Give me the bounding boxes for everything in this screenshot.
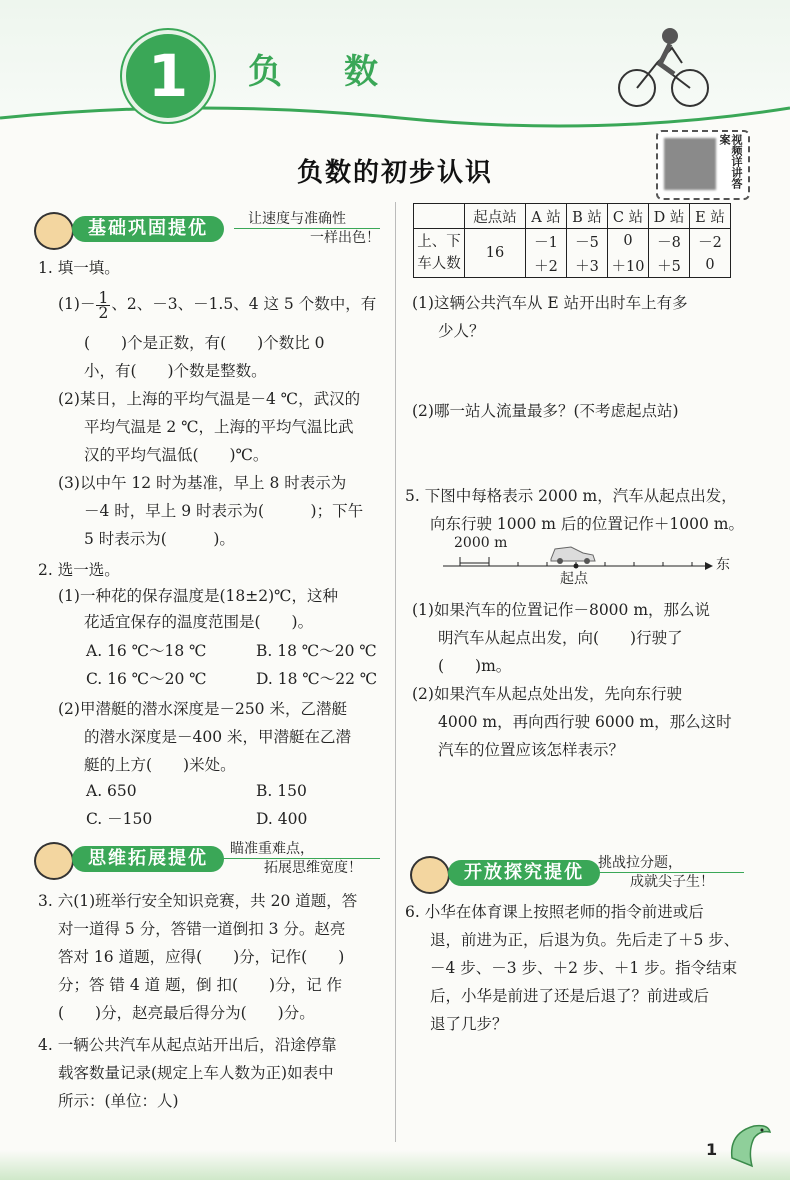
- question-1-title: 1. 填一填。: [38, 259, 120, 277]
- mascot-icon: [410, 856, 450, 894]
- section-slogan: 让速度与准确性: [248, 211, 346, 227]
- question-text: 所示：(单位：人): [58, 1092, 179, 1110]
- table-cell: B 站: [567, 204, 608, 229]
- question-text: (2)某日，上海的平均气温是－4 ℃，武汉的: [58, 390, 361, 408]
- question-text: 退，前进为正，后退为负。先后走了＋5 步、: [430, 931, 740, 949]
- table-row: [414, 229, 731, 254]
- table-cell: 0: [608, 229, 649, 254]
- table-cell: [414, 204, 465, 229]
- section-slogan: 挑战拉分题，: [598, 855, 682, 871]
- question-text: 分；答 错 4 道 题，倒 扣( )分，记 作: [58, 976, 343, 994]
- number-line: [443, 543, 723, 573]
- bus-stop-table: [413, 203, 731, 278]
- divider: [588, 872, 744, 873]
- mascot-icon: [34, 212, 74, 250]
- option-b: B. 18 ℃～20 ℃: [256, 642, 377, 660]
- table-cell: E 站: [690, 204, 731, 229]
- question-text: ( )m。: [438, 657, 512, 675]
- table-cell: ＋5: [649, 253, 690, 278]
- table-cell: ＋2: [526, 253, 567, 278]
- option-a: A. 650: [86, 782, 137, 800]
- option-c: C. 16 ℃～20 ℃: [86, 670, 207, 688]
- divider: [220, 858, 380, 859]
- section-banner-open: [410, 856, 750, 890]
- section-slogan: 拓展思维宽度！: [264, 860, 362, 876]
- question-text: 向东行驶 1000 m 后的位置记作＋1000 m。: [430, 515, 744, 533]
- question-text: (2)哪一站人流量最多？(不考虑起点站): [412, 402, 679, 420]
- qr-label: 视频详讲答案: [718, 134, 743, 189]
- question-text: (2)如果汽车从起点处出发，先向东行驶: [412, 685, 682, 703]
- footer-band: [0, 1150, 790, 1180]
- question-2-title: 2. 选一选。: [38, 561, 120, 579]
- question-text: 退了几步？: [430, 1015, 508, 1033]
- question-text: 对一道得 5 分，答错一道倒扣 3 分。赵亮: [58, 920, 346, 938]
- scale-label: 2000 m: [454, 535, 508, 551]
- table-cell: 起点站: [465, 204, 526, 229]
- table-cell: A 站: [526, 204, 567, 229]
- question-text: (2)甲潜艇的潜水深度是－250 米，乙潜艇: [58, 700, 347, 718]
- option-c: C. －150: [86, 810, 153, 828]
- question-text: 汽车的位置应该怎样表示？: [438, 741, 625, 759]
- table-cell: －8: [649, 229, 690, 254]
- option-a: A. 16 ℃～18 ℃: [86, 642, 207, 660]
- question-text: ( )个是正数，有( )个数比 0: [84, 334, 325, 352]
- table-cell: D 站: [649, 204, 690, 229]
- question-text: 明汽车从起点出发，向( )行驶了: [438, 629, 683, 647]
- question-text: 的潜水深度是－400 米，甲潜艇在乙潜: [84, 728, 352, 746]
- table-cell: －2: [690, 229, 731, 254]
- table-cell: C 站: [608, 204, 649, 229]
- page-number: 1: [706, 1140, 718, 1159]
- question-text: 载客数量记录(规定上车人数为正)如表中: [58, 1064, 334, 1082]
- table-cell: －1: [526, 229, 567, 254]
- question-text: 3. 六(1)班举行安全知识竞赛，共 20 道题，答: [38, 892, 358, 910]
- question-text: 汉的平均气温低( )℃。: [84, 446, 269, 464]
- section-banner-basic: [34, 212, 384, 246]
- question-text: (1)这辆公共汽车从 E 站开出时车上有多: [412, 294, 688, 312]
- question-text: 6. 小华在体育课上按照老师的指令前进或后: [405, 903, 704, 921]
- question-text: (3)以中午 12 时为基准，早上 8 时表示为: [58, 474, 347, 492]
- question-text: 花适宜保存的温度范围是( )。: [84, 613, 314, 631]
- lesson-number: 1: [122, 30, 214, 122]
- question-text: 少人？: [438, 322, 485, 340]
- question-text: (1)如果汽车的位置记作－8000 m，那么说: [412, 601, 711, 619]
- question-text: 后，小华是前进了还是后退了？前进或后: [430, 987, 710, 1005]
- table-cell: 0: [690, 253, 731, 278]
- dolphin-icon: [724, 1118, 774, 1173]
- question-text: 4. 一辆公共汽车从起点站开出后，沿途停靠: [38, 1036, 337, 1054]
- east-label: 东: [716, 557, 730, 573]
- section-title: 开放探究提优: [448, 860, 600, 886]
- chapter-title: 负数: [248, 52, 440, 92]
- question-text: ( )分，赵亮最后得分为( )分。: [58, 1004, 315, 1022]
- question-text: 5. 下图中每格表示 2000 m，汽车从起点出发，: [405, 487, 737, 505]
- column-divider: [395, 202, 396, 1142]
- section-banner-thinking: [34, 842, 384, 876]
- table-row-label: 上、下 车人数: [414, 229, 465, 278]
- question-text: 艇的上方( )米处。: [84, 756, 236, 774]
- page-title: 负数的初步认识: [296, 158, 493, 188]
- question-text: 平均气温是 2 ℃，上海的平均气温比武: [84, 418, 354, 436]
- option-d: D. 400: [256, 810, 308, 828]
- question-text: －4 时，早上 9 时表示为( )；下午: [84, 502, 364, 520]
- table-cell: －5: [567, 229, 608, 254]
- fraction: $\frac{1}{2}$: [98, 288, 109, 322]
- question-text: 答对 16 道题，应得( )分，记作( ): [58, 948, 345, 966]
- question-text: 小，有( )个数是整数。: [84, 362, 267, 380]
- table-cell: ＋3: [567, 253, 608, 278]
- question-text: (1)一种花的保存温度是(18±2)℃，这种: [58, 587, 338, 605]
- table-cell: 16: [465, 229, 526, 278]
- mascot-icon: [34, 842, 74, 880]
- origin-label: 起点: [560, 571, 588, 587]
- section-title: 思维拓展提优: [72, 846, 224, 872]
- divider: [234, 228, 380, 229]
- question-text: 5 时表示为( )。: [84, 530, 235, 548]
- section-slogan: 一样出色！: [310, 230, 380, 246]
- option-d: D. 18 ℃～22 ℃: [256, 670, 378, 688]
- cyclist-illustration: [612, 18, 712, 110]
- section-slogan: 瞄准重难点，: [230, 841, 314, 857]
- table-cell: ＋10: [608, 253, 649, 278]
- section-title: 基础巩固提优: [72, 216, 224, 242]
- question-text: (1)－ $\frac{1}{2}$ 、2、－3、－1.5、4 这 5 个数中，有: [58, 288, 377, 322]
- option-b: B. 150: [256, 782, 307, 800]
- question-text: 4000 m，再向西行驶 6000 m，那么这时: [438, 713, 732, 731]
- section-slogan: 成就尖子生！: [630, 874, 714, 890]
- table-header-row: [414, 204, 731, 229]
- question-text: －4 步、－3 步、＋2 步、＋1 步。指令结束: [430, 959, 738, 977]
